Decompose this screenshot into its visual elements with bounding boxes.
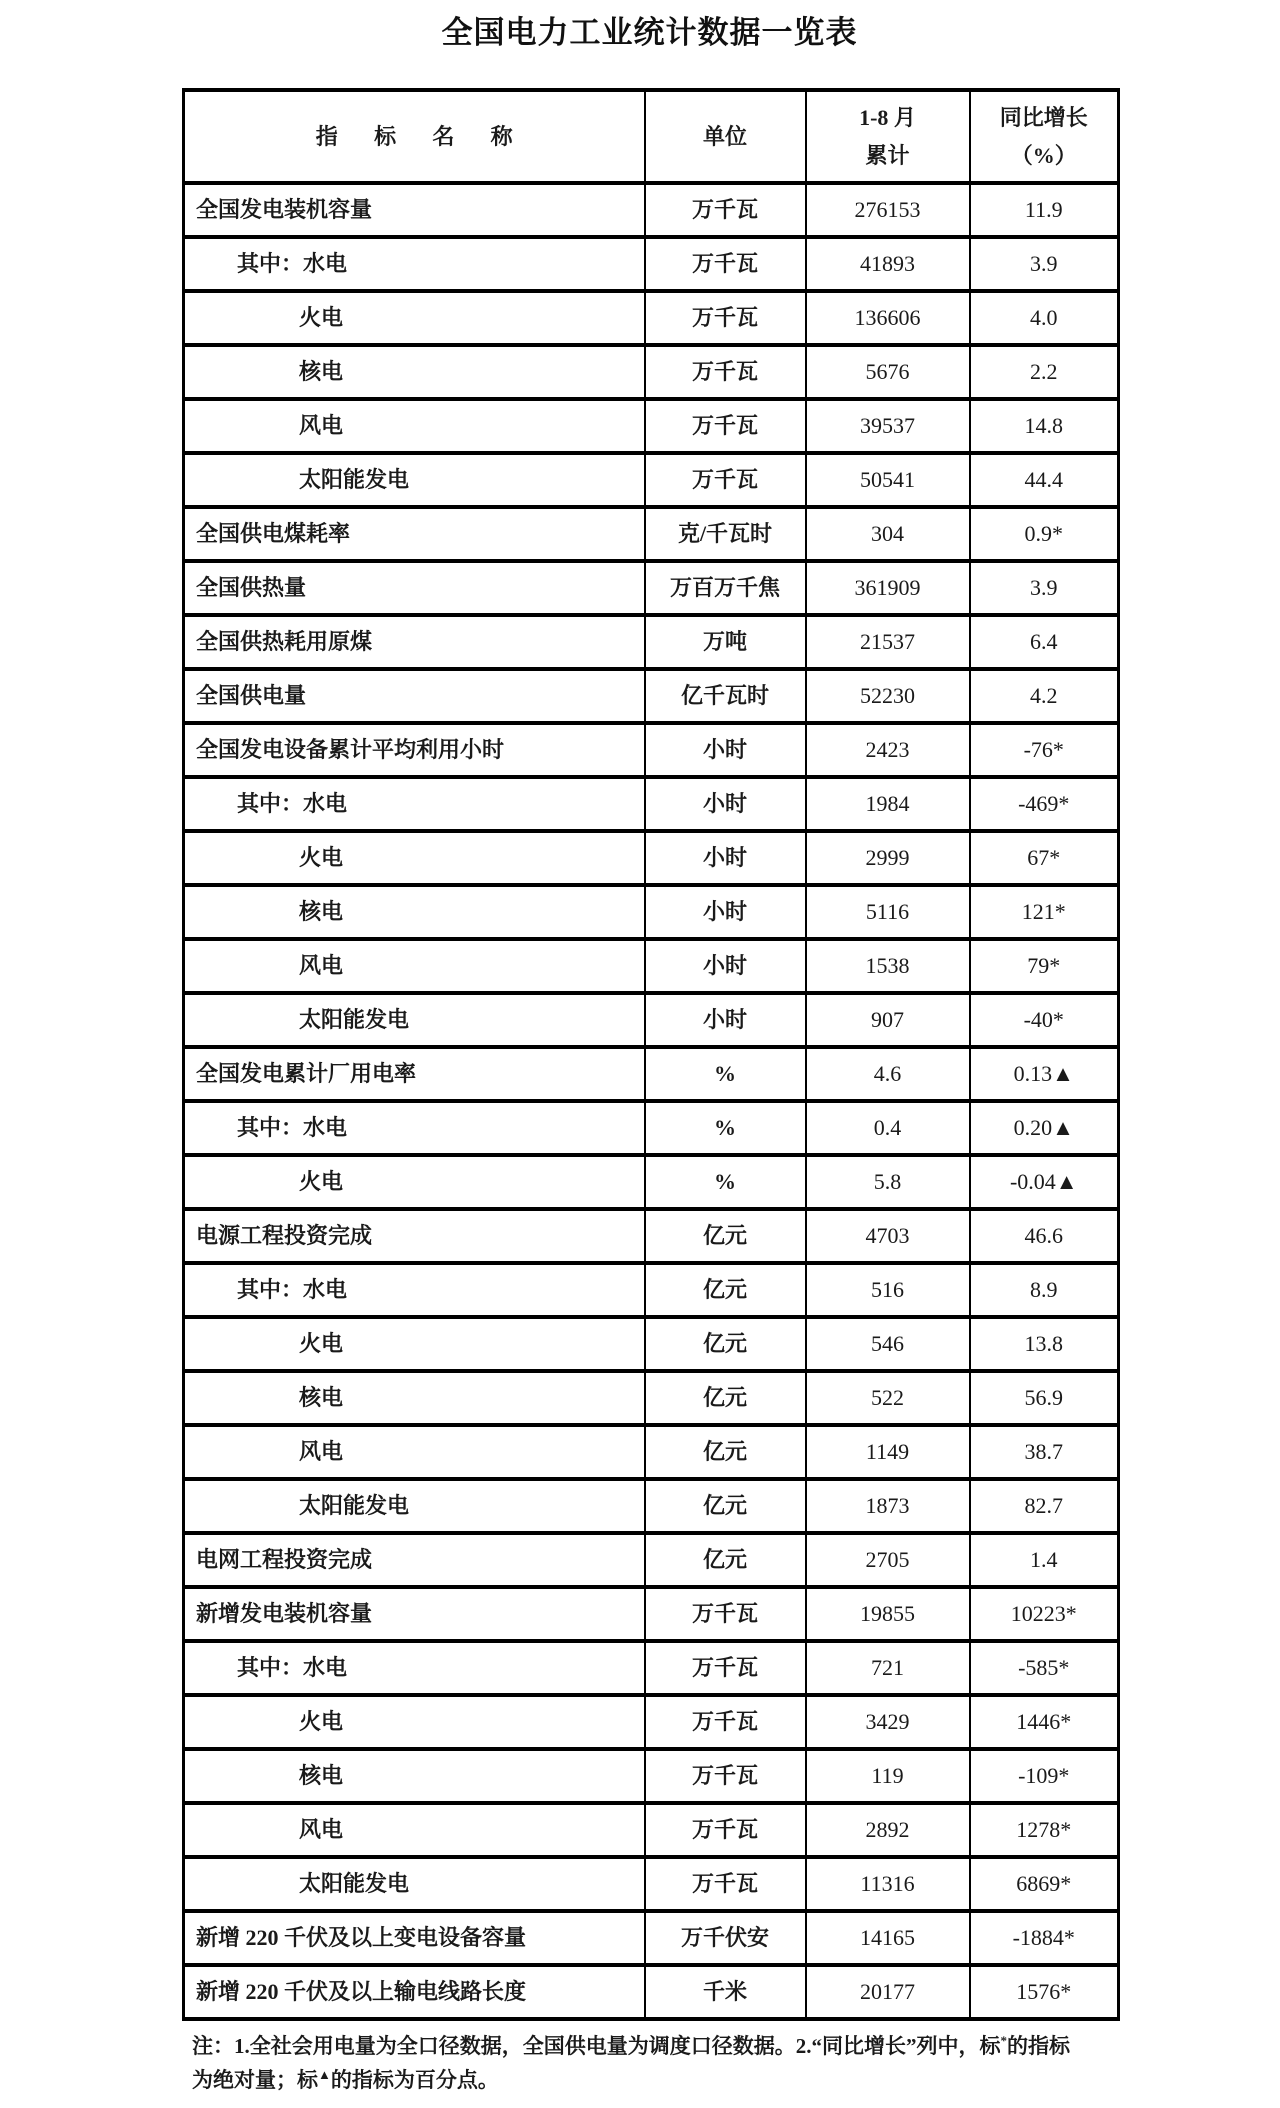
unit-cell: 亿元 (645, 1371, 806, 1425)
indicator-name-cell: 电网工程投资完成 (184, 1533, 645, 1587)
header-unit-label: 单位 (702, 123, 747, 149)
growth-cell: -1884* (970, 1911, 1119, 1965)
table-row (184, 723, 1119, 777)
unit-cell: 万千瓦 (645, 345, 806, 399)
document-page (182, 14, 1117, 2097)
header-indicator-label: 指 标 名 称 (315, 123, 529, 149)
value-cell: 4.6 (806, 1047, 970, 1101)
value-cell: 2705 (806, 1533, 970, 1587)
unit-cell: 小时 (645, 939, 806, 993)
unit-cell: % (645, 1155, 806, 1209)
value-cell: 5.8 (806, 1155, 970, 1209)
table-row (184, 399, 1119, 453)
table-row (184, 507, 1119, 561)
unit-cell: 万千瓦 (645, 453, 806, 507)
unit-cell: 小时 (645, 723, 806, 777)
table-row (184, 1857, 1119, 1911)
growth-cell: -0.04▲ (970, 1155, 1119, 1209)
value-cell: 516 (806, 1263, 970, 1317)
table-row (184, 561, 1119, 615)
growth-cell: 0.9* (970, 507, 1119, 561)
table-row (184, 1371, 1119, 1425)
growth-cell: 79* (970, 939, 1119, 993)
unit-cell: 万千瓦 (645, 1803, 806, 1857)
growth-cell: 13.8 (970, 1317, 1119, 1371)
indicator-name-cell: 风电 (184, 399, 645, 453)
indicator-name-cell: 核电 (184, 1749, 645, 1803)
table-header (184, 90, 1119, 183)
indicator-name-cell: 风电 (184, 1425, 645, 1479)
value-cell: 52230 (806, 669, 970, 723)
growth-cell: 1.4 (970, 1533, 1119, 1587)
value-cell: 5676 (806, 345, 970, 399)
value-cell: 2999 (806, 831, 970, 885)
growth-cell: 0.13▲ (970, 1047, 1119, 1101)
growth-cell: 56.9 (970, 1371, 1119, 1425)
table-row (184, 669, 1119, 723)
table-row (184, 777, 1119, 831)
growth-cell: 10223* (970, 1587, 1119, 1641)
indicator-name-cell: 火电 (184, 831, 645, 885)
indicator-name-cell: 全国供热量 (184, 561, 645, 615)
growth-cell: 44.4 (970, 453, 1119, 507)
value-cell: 14165 (806, 1911, 970, 1965)
indicator-name-cell: 其中：水电 (184, 777, 645, 831)
indicator-name-cell: 火电 (184, 1317, 645, 1371)
table-row (184, 453, 1119, 507)
unit-cell: 万千瓦 (645, 1695, 806, 1749)
table-row (184, 1047, 1119, 1101)
header-period-line2: 累计 (865, 142, 910, 168)
value-cell: 361909 (806, 561, 970, 615)
unit-cell: 万千瓦 (645, 1587, 806, 1641)
value-cell: 907 (806, 993, 970, 1047)
growth-cell: 11.9 (970, 183, 1119, 237)
unit-cell: % (645, 1047, 806, 1101)
growth-cell: 2.2 (970, 345, 1119, 399)
table-row (184, 1155, 1119, 1209)
table-row (184, 1749, 1119, 1803)
table-row (184, 1263, 1119, 1317)
table-row (184, 615, 1119, 669)
table-row (184, 1101, 1119, 1155)
value-cell: 721 (806, 1641, 970, 1695)
indicator-name-cell: 全国发电装机容量 (184, 183, 645, 237)
indicator-name-cell: 火电 (184, 1155, 645, 1209)
table-row (184, 939, 1119, 993)
growth-cell: 46.6 (970, 1209, 1119, 1263)
growth-cell: -585* (970, 1641, 1119, 1695)
indicator-name-cell: 太阳能发电 (184, 1857, 645, 1911)
growth-cell: 14.8 (970, 399, 1119, 453)
table-row (184, 1911, 1119, 1965)
footnote (182, 2029, 1117, 2097)
table-row (184, 831, 1119, 885)
value-cell: 276153 (806, 183, 970, 237)
indicator-name-cell: 火电 (184, 1695, 645, 1749)
value-cell: 11316 (806, 1857, 970, 1911)
unit-cell: 亿元 (645, 1425, 806, 1479)
growth-cell: 0.20▲ (970, 1101, 1119, 1155)
unit-cell: 千米 (645, 1965, 806, 2019)
indicator-name-cell: 新增 220 千伏及以上输电线路长度 (184, 1965, 645, 2019)
indicator-name-cell: 全国供电煤耗率 (184, 507, 645, 561)
indicator-name-cell: 核电 (184, 345, 645, 399)
table-row (184, 345, 1119, 399)
header-row (184, 90, 1119, 183)
unit-cell: 万千瓦 (645, 237, 806, 291)
indicator-name-cell: 其中：水电 (184, 1101, 645, 1155)
growth-cell: -40* (970, 993, 1119, 1047)
asterisk-mark: * (1000, 2033, 1008, 2048)
value-cell: 1984 (806, 777, 970, 831)
header-unit (645, 90, 806, 183)
growth-cell: -469* (970, 777, 1119, 831)
table-row (184, 237, 1119, 291)
indicator-name-cell: 新增 220 千伏及以上变电设备容量 (184, 1911, 645, 1965)
growth-cell: 1576* (970, 1965, 1119, 2019)
value-cell: 20177 (806, 1965, 970, 2019)
indicator-name-cell: 火电 (184, 291, 645, 345)
value-cell: 2423 (806, 723, 970, 777)
indicator-name-cell: 全国发电设备累计平均利用小时 (184, 723, 645, 777)
unit-cell: 亿千瓦时 (645, 669, 806, 723)
indicator-name-cell: 新增发电装机容量 (184, 1587, 645, 1641)
unit-cell: 万千瓦 (645, 399, 806, 453)
table-row (184, 1533, 1119, 1587)
table-row (184, 1587, 1119, 1641)
triangle-mark: ▲ (318, 2067, 331, 2082)
growth-cell: -109* (970, 1749, 1119, 1803)
unit-cell: 万千伏安 (645, 1911, 806, 1965)
indicator-name-cell: 太阳能发电 (184, 1479, 645, 1533)
value-cell: 1873 (806, 1479, 970, 1533)
growth-cell: 8.9 (970, 1263, 1119, 1317)
value-cell: 19855 (806, 1587, 970, 1641)
indicator-name-cell: 全国供电量 (184, 669, 645, 723)
unit-cell: 小时 (645, 885, 806, 939)
growth-cell: 4.0 (970, 291, 1119, 345)
unit-cell: 克/千瓦时 (645, 507, 806, 561)
unit-cell: % (645, 1101, 806, 1155)
indicator-name-cell: 全国发电累计厂用电率 (184, 1047, 645, 1101)
unit-cell: 亿元 (645, 1317, 806, 1371)
footnote-line-2: 为绝对量；标▲的指标为百分点。 (192, 2067, 499, 2092)
indicator-name-cell: 太阳能发电 (184, 993, 645, 1047)
value-cell: 5116 (806, 885, 970, 939)
table-row (184, 1965, 1119, 2019)
header-growth (970, 90, 1119, 183)
table-row (184, 993, 1119, 1047)
table-row (184, 291, 1119, 345)
unit-cell: 万千瓦 (645, 291, 806, 345)
value-cell: 546 (806, 1317, 970, 1371)
indicator-name-cell: 其中：水电 (184, 1263, 645, 1317)
growth-cell: 4.2 (970, 669, 1119, 723)
header-period (806, 90, 970, 183)
table-row (184, 1317, 1119, 1371)
indicator-name-cell: 其中：水电 (184, 237, 645, 291)
footnote-line-1: 注：1.全社会用电量为全口径数据，全国供电量为调度口径数据。2.“同比增长”列中，标*的指标 (192, 2033, 1071, 2058)
unit-cell: 小时 (645, 777, 806, 831)
growth-cell: 38.7 (970, 1425, 1119, 1479)
indicator-name-cell: 核电 (184, 1371, 645, 1425)
statistics-table (182, 88, 1120, 2021)
value-cell: 21537 (806, 615, 970, 669)
value-cell: 0.4 (806, 1101, 970, 1155)
table-row (184, 183, 1119, 237)
table-row (184, 1641, 1119, 1695)
growth-cell: -76* (970, 723, 1119, 777)
unit-cell: 万百万千焦 (645, 561, 806, 615)
value-cell: 1149 (806, 1425, 970, 1479)
indicator-name-cell: 全国供热耗用原煤 (184, 615, 645, 669)
unit-cell: 亿元 (645, 1533, 806, 1587)
value-cell: 39537 (806, 399, 970, 453)
header-growth-line2: （%） (1010, 142, 1077, 168)
unit-cell: 小时 (645, 993, 806, 1047)
value-cell: 119 (806, 1749, 970, 1803)
unit-cell: 万千瓦 (645, 1857, 806, 1911)
table-row (184, 1209, 1119, 1263)
value-cell: 4703 (806, 1209, 970, 1263)
header-period-line1: 1-8 月 (859, 105, 916, 130)
indicator-name-cell: 电源工程投资完成 (184, 1209, 645, 1263)
unit-cell: 小时 (645, 831, 806, 885)
header-growth-line1: 同比增长 (999, 105, 1088, 130)
growth-cell: 67* (970, 831, 1119, 885)
growth-cell: 82.7 (970, 1479, 1119, 1533)
indicator-name-cell: 核电 (184, 885, 645, 939)
indicator-name-cell: 风电 (184, 939, 645, 993)
unit-cell: 亿元 (645, 1479, 806, 1533)
growth-cell: 1278* (970, 1803, 1119, 1857)
page-title: 全国电力工业统计数据一览表 (441, 15, 858, 50)
growth-cell: 1446* (970, 1695, 1119, 1749)
growth-cell: 6.4 (970, 615, 1119, 669)
unit-cell: 万千瓦 (645, 1641, 806, 1695)
growth-cell: 121* (970, 885, 1119, 939)
unit-cell: 亿元 (645, 1209, 806, 1263)
growth-cell: 6869* (970, 1857, 1119, 1911)
indicator-name-cell: 其中：水电 (184, 1641, 645, 1695)
table-row (184, 1695, 1119, 1749)
growth-cell: 3.9 (970, 237, 1119, 291)
table-row (184, 1803, 1119, 1857)
value-cell: 50541 (806, 453, 970, 507)
table-row (184, 885, 1119, 939)
value-cell: 136606 (806, 291, 970, 345)
unit-cell: 亿元 (645, 1263, 806, 1317)
value-cell: 304 (806, 507, 970, 561)
value-cell: 3429 (806, 1695, 970, 1749)
value-cell: 522 (806, 1371, 970, 1425)
table-body (184, 183, 1119, 2019)
unit-cell: 万千瓦 (645, 1749, 806, 1803)
growth-cell: 3.9 (970, 561, 1119, 615)
value-cell: 1538 (806, 939, 970, 993)
indicator-name-cell: 风电 (184, 1803, 645, 1857)
unit-cell: 万千瓦 (645, 183, 806, 237)
unit-cell: 万吨 (645, 615, 806, 669)
table-row (184, 1479, 1119, 1533)
table-row (184, 1425, 1119, 1479)
value-cell: 41893 (806, 237, 970, 291)
value-cell: 2892 (806, 1803, 970, 1857)
indicator-name-cell: 太阳能发电 (184, 453, 645, 507)
header-indicator (184, 90, 645, 183)
